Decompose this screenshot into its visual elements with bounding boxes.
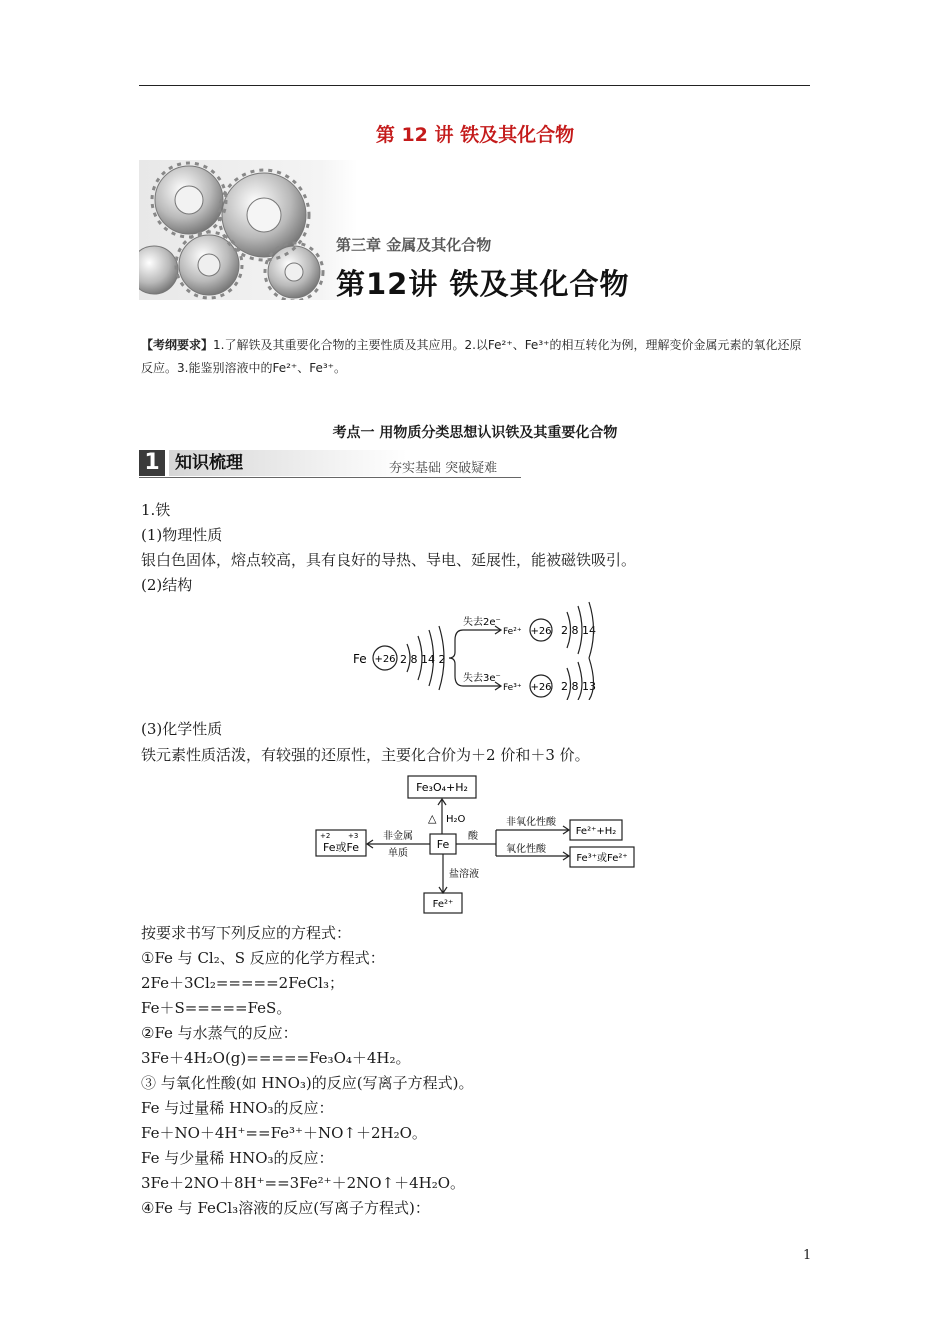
equation-line: Fe＋NO＋4H⁺==Fe³⁺＋NO↑＋2H₂O。 [141, 1124, 427, 1142]
brace [449, 630, 463, 686]
text-line: 按要求书写下列反应的方程式： [141, 924, 352, 942]
knowledge-label: 知识梳理 [169, 450, 407, 476]
center-label: Fe [436, 838, 450, 851]
fe2-label: Fe²⁺ [503, 627, 522, 637]
top-cond-water: H₂O [446, 814, 466, 825]
lose2-label: 失去2e⁻ [463, 617, 501, 628]
left-ox-2: +2 [320, 832, 331, 840]
left-cond-1: 非金属 [383, 831, 413, 842]
requirements-text-1: 1.了解铁及其重要化合物的主要性质及其应用。2.以Fe²⁺、Fe³⁺的相互转化为例，理解变价金属元素的氧化还原 [213, 338, 802, 352]
knowledge-bar-rule [139, 477, 521, 478]
right-cond-nonox: 非氧化性酸 [506, 817, 556, 828]
fe3-label: Fe³⁺ [503, 683, 522, 693]
knowledge-slogan: 夯实基础 突破疑难 [389, 461, 498, 476]
text-line: ③ 与氧化性酸(如 HNO₃)的反应(写离子方程式)。 [141, 1074, 474, 1092]
text-line: ①Fe 与 Cl₂、S 反应的化学方程式： [141, 949, 385, 967]
text-line: (1)物理性质 [141, 526, 223, 544]
exam-requirements [141, 334, 813, 380]
fe3-shells: 2 8 13 [561, 680, 596, 693]
fe-nucleus-label: +26 [374, 654, 396, 665]
left-box-label: Fe或Fe [323, 841, 359, 854]
text-line: Fe 与过量稀 HNO₃的反应： [141, 1099, 334, 1117]
equation-line: 3Fe＋4H₂O(g)=====Fe₃O₄＋4H₂。 [141, 1049, 411, 1067]
top-rule [139, 85, 810, 86]
knowledge-number: 1 [139, 450, 165, 476]
right-box-1-label: Fe²⁺+H₂ [575, 826, 617, 837]
text-line: 银白色固体，熔点较高，具有良好的导热、导电、延展性，能被磁铁吸引。 [141, 551, 637, 569]
chemical-properties-diagram [310, 772, 640, 917]
text-line: (2)结构 [141, 576, 193, 594]
bottom-cond: 盐溶液 [449, 869, 479, 880]
equation-line: 2Fe＋3Cl₂=====2FeCl₃； [141, 974, 344, 992]
fe3-nucleus-label: +26 [530, 682, 552, 693]
equation-line: Fe＋S=====FeS。 [141, 999, 292, 1017]
banner-chapter: 第三章 金属及其化合物 [336, 236, 492, 254]
left-ox-3: +3 [348, 832, 359, 840]
page-number: 1 [803, 1248, 812, 1263]
text-line: Fe 与少量稀 HNO₃的反应： [141, 1149, 334, 1167]
text-line: ②Fe 与水蒸气的反应： [141, 1024, 298, 1042]
requirements-text-2: 反应。3.能鉴别溶液中的Fe²⁺、Fe³⁺。 [141, 361, 346, 375]
knowledge-bar [139, 450, 521, 478]
equation-line: 3Fe＋2NO＋8H⁺==3Fe²⁺＋2NO↑＋4H₂O。 [141, 1174, 466, 1192]
bottom-box-label: Fe²⁺ [432, 899, 454, 910]
text-line: 1.铁 [141, 501, 171, 519]
right-box-2-label: Fe³⁺或Fe²⁺ [576, 853, 628, 864]
requirements-tag: 【考纲要求】 [141, 338, 214, 352]
banner-lecture-title: 第12讲 铁及其化合物 [336, 267, 630, 301]
fe-label: Fe [353, 652, 367, 666]
top-cond-heat: △ [428, 812, 437, 825]
text-line: (3)化学性质 [141, 720, 223, 738]
fe2-nucleus-label: +26 [530, 626, 552, 637]
page-title: 第 12 讲 铁及其化合物 [375, 124, 575, 146]
text-line: ④Fe 与 FeCl₃溶液的反应(写离子方程式)： [141, 1199, 430, 1217]
lose3-label: 失去3e⁻ [463, 673, 501, 684]
fe2-shells: 2 8 14 [561, 624, 596, 637]
section-heading: 考点一 用物质分类思想认识铁及其重要化合物 [332, 425, 618, 441]
electron-structure-diagram [345, 600, 615, 700]
text-line: 铁元素性质活泼，有较强的还原性，主要化合价为＋2 价和＋3 价。 [141, 746, 590, 764]
left-cond-2: 单质 [388, 848, 408, 859]
right-cond-acid: 酸 [468, 831, 478, 842]
top-box-label: Fe₃O₄+H₂ [416, 781, 468, 794]
right-cond-ox: 氧化性酸 [506, 844, 546, 855]
fe-shells: 2 8 14 2 [400, 653, 446, 666]
